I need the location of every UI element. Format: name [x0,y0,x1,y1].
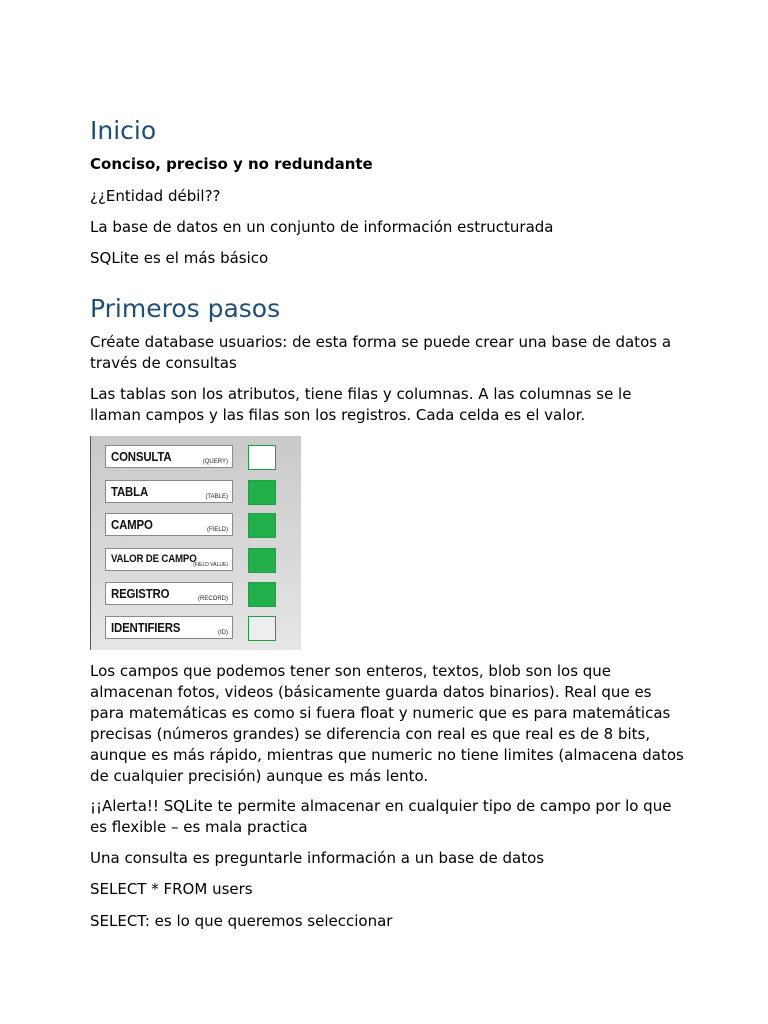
subtitle-text: Conciso, preciso y no redundante [90,155,373,173]
indicator-box [248,480,276,505]
heading-inicio: Inicio [90,116,157,145]
figure-row [105,480,233,503]
figure-row-label: CAMPO [111,517,153,532]
figure-row-tag: (RECORD) [198,596,228,602]
paragraph-create-database: Créate database usuarios: de esta forma se puede crear una base de datos a través de consultas [90,333,672,372]
paragraph-sqlite: SQLite es el más básico [90,249,269,267]
heading-primeros-pasos: Primeros pasos [90,294,281,323]
figure-row-tag: (ID) [218,630,228,636]
figure-row-label: IDENTIFIERS [111,620,181,635]
figure-row-label: VALOR DE CAMPO [111,553,197,565]
paragraph-tablas: Las tablas son los atributos, tiene filas y columnas. A las columnas se le llaman campos y las filas son los registros. Cada celda es el valor. [90,385,632,424]
paragraph-select-desc: SELECT: es lo que queremos seleccionar [90,912,393,930]
figure-row [105,616,233,639]
paragraph-entidad: ¿¿Entidad débil?? [90,187,221,205]
paragraph-campos: Los campos que podemos tener son enteros, textos, blob son los que almacenan fotos, videos (básicamente guarda datos binarios). Real que es para matemáticas es como si fuera float y numeric que es para matemáticas precisas (números grandes) se diferencia con real es que real es de 8 bits, aunque es más rápido, mientras que numeric no tiene limites (almacena datos de cualquier precisión) aunque es más lento. [90,662,684,785]
figure-row [105,582,233,605]
figure-row-tag: (FIELD) [207,527,228,533]
paragraph-alerta: ¡¡Alerta!! SQLite te permite almacenar en cualquier tipo de campo por lo que es flexible – es mala practica [90,797,672,836]
indicator-box [248,548,276,573]
figure-row [105,445,233,468]
paragraph-base-datos: La base de datos en un conjunto de información estructurada [90,218,554,236]
figure-row-label: TABLA [111,484,149,499]
figure-row-tag: (TABLE) [205,494,228,500]
database-terms-figure [90,436,301,650]
figure-row [105,513,233,536]
indicator-box [248,513,276,538]
indicator-box [248,445,276,470]
figure-row-label: CONSULTA [111,449,172,464]
figure-row-label: REGISTRO [111,586,170,601]
paragraph-consulta: Una consulta es preguntarle información a un base de datos [90,849,545,867]
paragraph-select-from: SELECT * FROM users [90,880,253,898]
indicator-box [248,582,276,607]
indicator-box [248,616,276,641]
figure-row [105,548,233,571]
figure-row-tag: (FIELD VALUE) [193,562,228,568]
figure-row-tag: (QUERY) [202,459,228,465]
